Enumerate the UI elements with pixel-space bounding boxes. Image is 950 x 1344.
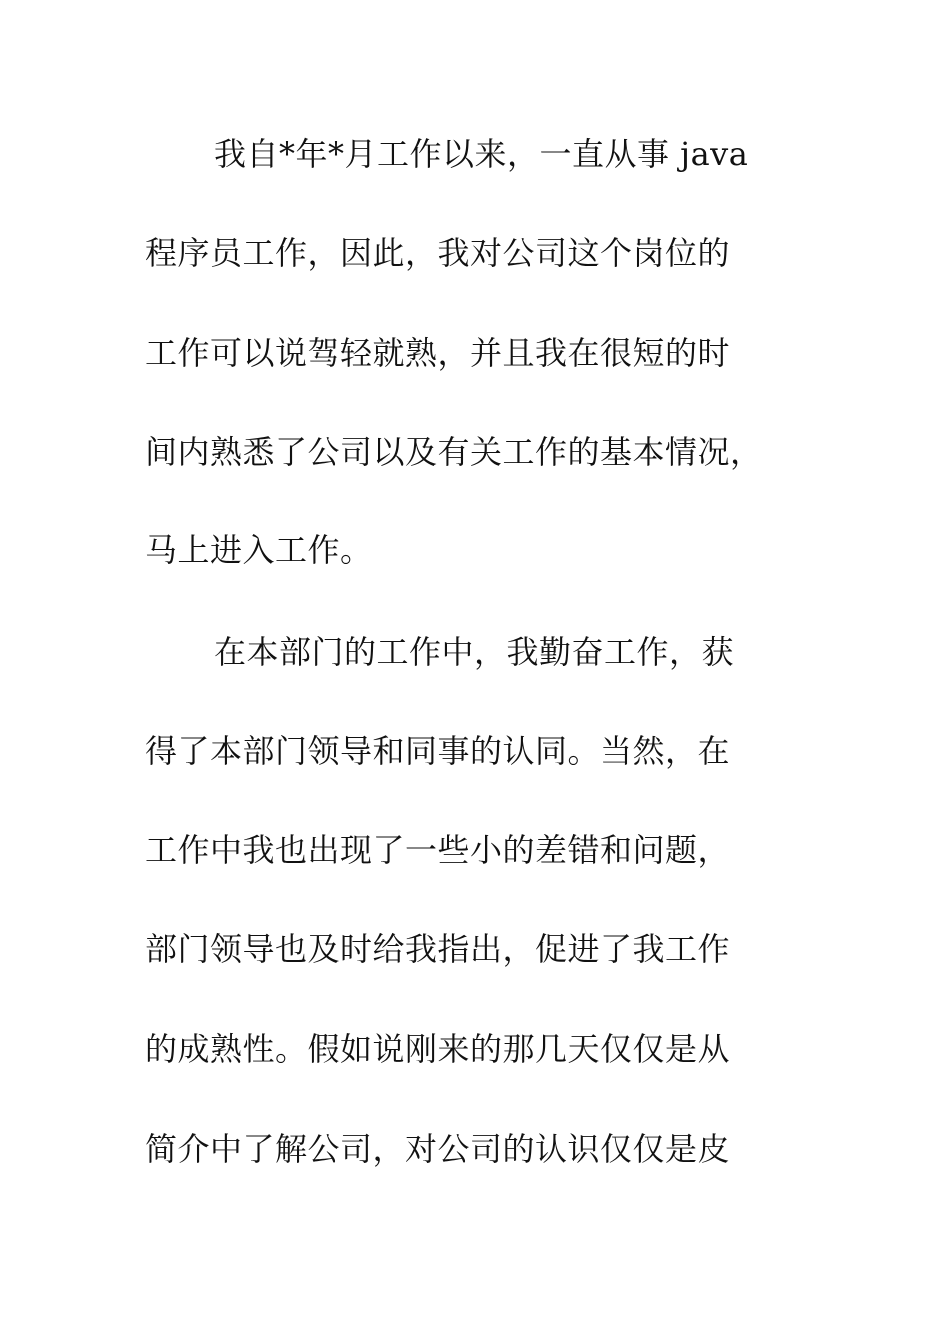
paragraph-line: 简介中了解公司，对公司的认识仅仅是皮 — [145, 1130, 731, 1168]
paragraph-line: 的成熟性。假如说刚来的那几天仅仅是从 — [145, 1030, 731, 1068]
paragraph-line: 间内熟悉了公司以及有关工作的基本情况， — [145, 433, 763, 471]
paragraph-line: 马上进入工作。 — [145, 531, 373, 569]
paragraph-line: 我自*年*月工作以来，一直从事 java — [214, 135, 749, 173]
paragraph-line: 工作可以说驾轻就熟，并且我在很短的时 — [145, 334, 731, 372]
paragraph-line: 工作中我也出现了一些小的差错和问题， — [145, 831, 731, 869]
paragraph-line: 程序员工作，因此，我对公司这个岗位的 — [145, 234, 731, 272]
paragraph-line: 在本部门的工作中，我勤奋工作，获 — [214, 633, 735, 671]
paragraph-line: 部门领导也及时给我指出，促进了我工作 — [145, 930, 731, 968]
paragraph-line: 得了本部门领导和同事的认同。当然，在 — [145, 732, 731, 770]
